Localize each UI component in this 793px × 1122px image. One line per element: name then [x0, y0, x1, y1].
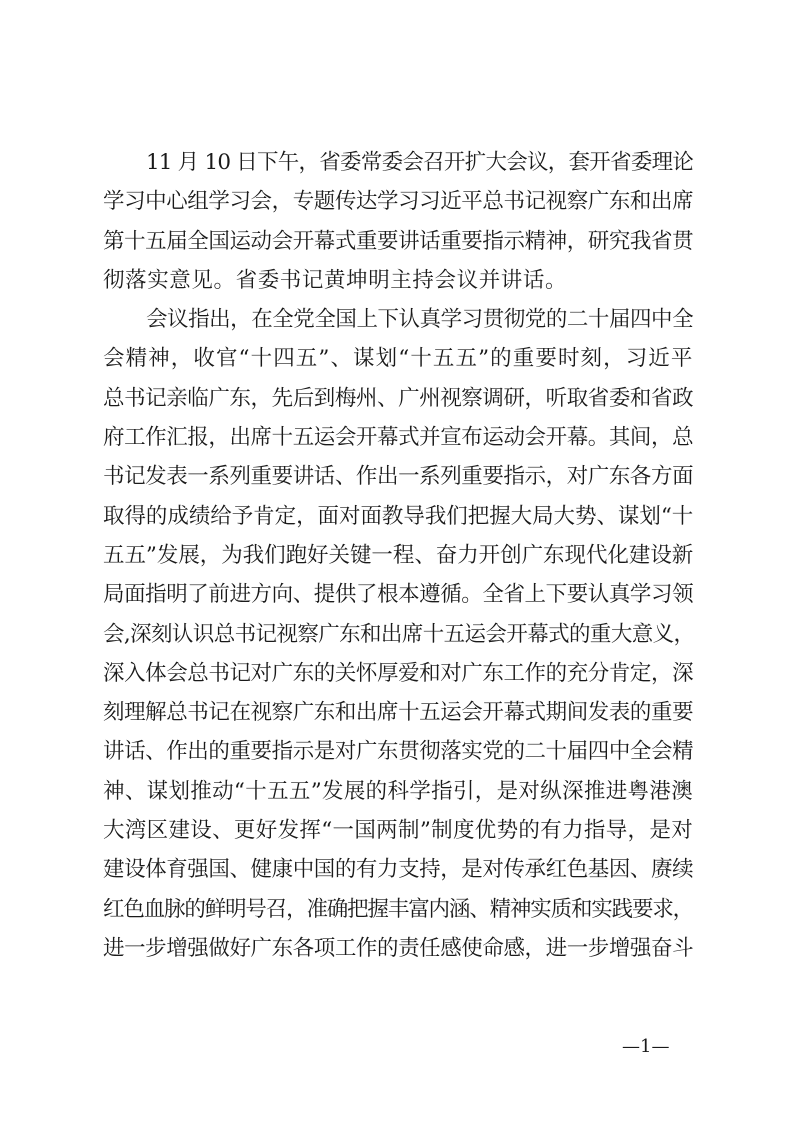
paragraph-2-line-17: 进一步增强做好广东各项工作的责任感使命感，进一步增强奋斗: [103, 935, 693, 961]
paragraph-2-line-1: 会议指出，在全党全国上下认真学习贯彻党的二十届四中全: [146, 307, 693, 333]
paragraph-2-line-6: 取得的成绩给予肯定，面对面教导我们把握大局大势、谋划“十: [103, 503, 693, 529]
paragraph-2-line-2: 会精神，收官“十四五”、谋划“十五五”的重要时刻，习近平: [103, 346, 693, 372]
paragraph-2-line-13: 神、谋划推动“十五五”发展的科学指引，是对纵深推进粤港澳: [103, 778, 693, 804]
paragraph-2-line-3: 总书记亲临广东，先后到梅州、广州视察调研，听取省委和省政: [103, 385, 693, 411]
paragraph-2-line-11: 刻理解总书记在视察广东和出席十五运会开幕式期间发表的重要: [103, 700, 693, 726]
paragraph-2-line-8: 局面指明了前进方向、提供了根本遵循。全省上下要认真学习领: [103, 582, 693, 608]
paragraph-2-line-5: 书记发表一系列重要讲话、作出一系列重要指示，对广东各方面: [103, 464, 693, 490]
paragraph-2-line-12: 讲话、作出的重要指示是对广东贯彻落实党的二十届四中全会精: [103, 739, 693, 765]
paragraph-1-line-2: 学习中心组学习会，专题传达学习习近平总书记视察广东和出席: [103, 189, 693, 215]
page-number: —1—: [622, 1036, 670, 1057]
paragraph-1-line-3: 第十五届全国运动会开幕式重要讲话重要指示精神，研究我省贯: [103, 228, 693, 254]
paragraph-2-line-4: 府工作汇报，出席十五运会开幕式并宣布运动会开幕。其间，总: [103, 425, 693, 451]
paragraph-1-line-4: 彻落实意见。省委书记黄坤明主持会议并讲话。: [103, 267, 568, 293]
paragraph-2-line-15: 建设体育强国、健康中国的有力支持，是对传承红色基因、赓续: [103, 857, 693, 883]
paragraph-1-line-1: 11 月 10 日下午，省委常委会召开扩大会议，套开省委理论: [146, 150, 693, 175]
paragraph-2-line-10: 深入体会总书记对广东的关怀厚爱和对广东工作的充分肯定，深: [103, 660, 693, 686]
paragraph-2-line-14: 大湾区建设、更好发挥“一国两制”制度优势的有力指导，是对: [103, 818, 693, 844]
paragraph-2-line-16: 红色血脉的鲜明号召，准确把握丰富内涵、精神实质和实践要求，: [103, 896, 693, 922]
paragraph-2-line-9: 会,深刻认识总书记视察广东和出席十五运会开幕式的重大意义，: [103, 621, 695, 647]
body-text: [103, 143, 693, 968]
paragraph-2-line-7: 五五”发展，为我们跑好关键一程、奋力开创广东现代化建设新: [103, 542, 693, 568]
